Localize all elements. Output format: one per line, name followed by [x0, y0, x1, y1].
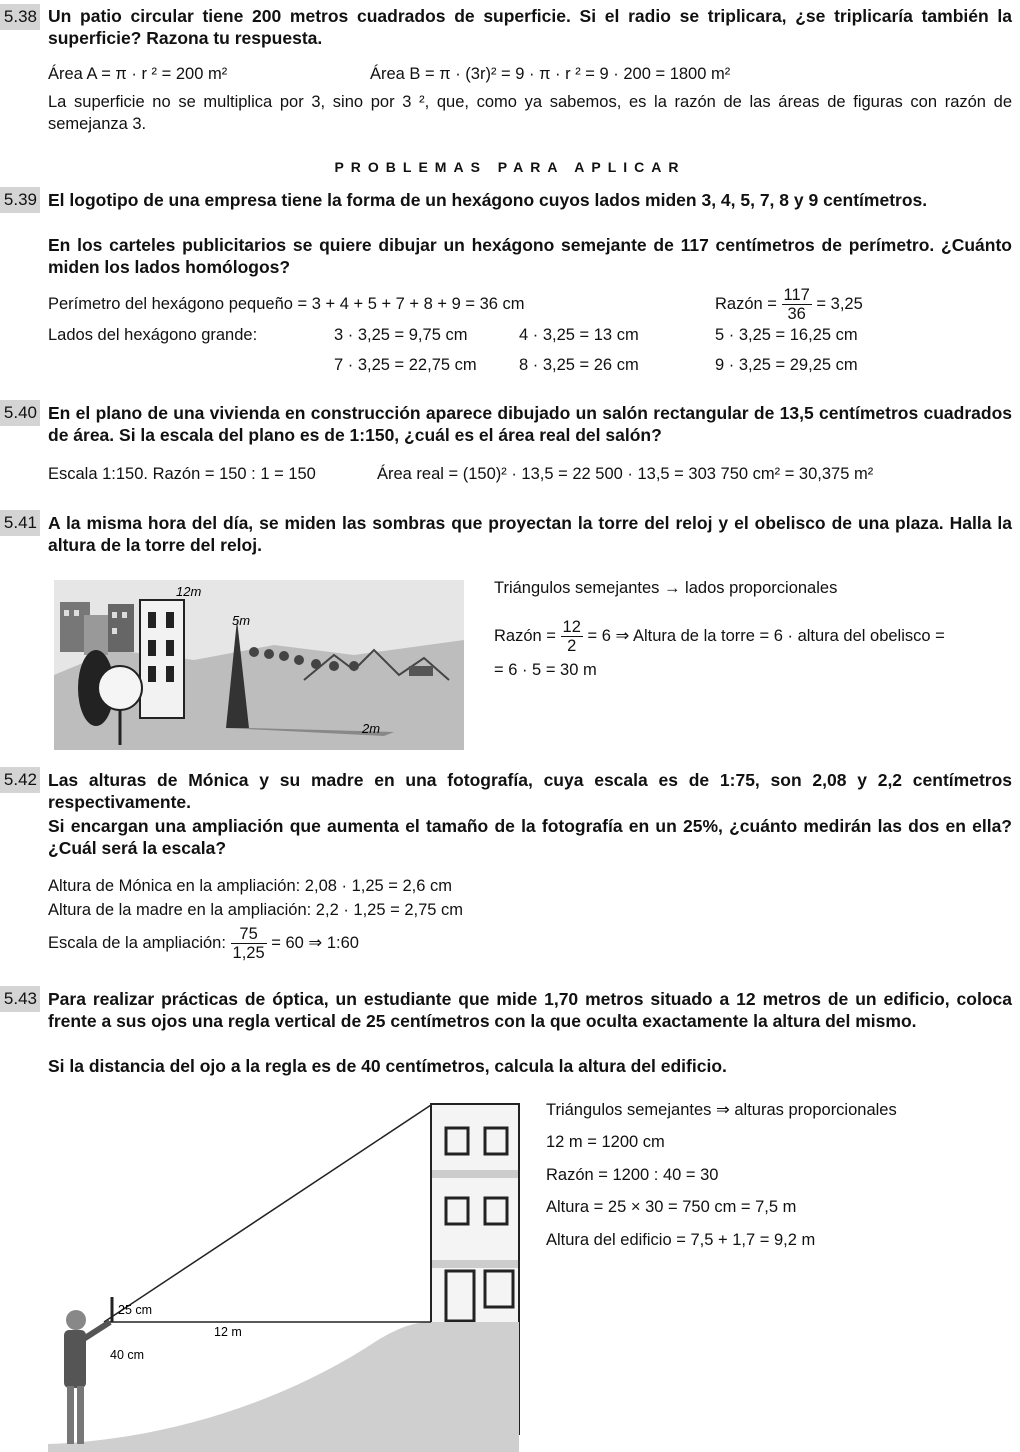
sides-label: Lados del hexágono grande:: [48, 326, 258, 344]
problem-statement-2: Si la distancia del ojo a la regla es de 40 centímetros, calcula la altura del edificio.: [48, 1056, 727, 1076]
solution-line: Altura del edificio = 7,5 + 1,7 = 9,2 m: [546, 1231, 816, 1249]
label-eye-distance: 40 cm: [110, 1348, 145, 1362]
ratio-result: = 3,25: [816, 295, 863, 313]
section-header: PROBLEMAS PARA APLICAR: [334, 159, 686, 175]
problem-statement: El logotipo de una empresa tiene la forma de un hexágono cuyos lados miden 3, 4, 5, 7, 8 y 9 centímetros.: [48, 190, 928, 210]
problem-number: 5.38: [0, 4, 40, 30]
building-illustration: [48, 1100, 528, 1452]
car: [409, 666, 433, 676]
ratio-fraction: [782, 286, 812, 323]
tower-height-calc: = 6 ⇒ Altura de la torre = 6 · altura del obelisco =: [587, 627, 945, 645]
scale-calc: Escala 1:150. Razón = 150 : 1 = 150: [48, 465, 316, 483]
fraction-denominator: 1,25: [232, 944, 265, 963]
side-result: 5 · 3,25 = 16,25 cm: [715, 326, 858, 344]
problem-number: 5.40: [0, 400, 40, 426]
problem-statement: Un patio circular tiene 200 metros cuadrados de superficie. Si el radio se triplicara, ¿se triplicaría también la superficie? Razona tu respuesta.: [48, 6, 1012, 48]
label-tower-shadow: 12m: [176, 584, 202, 599]
problem-statement: En el plano de una vivienda en construcción aparece dibujado un salón rectangular de 13,5 centímetros cuadrados de área. Si la escala del plano es de 1:150, ¿cuál es el área real del salón?: [48, 403, 1012, 445]
problem-statement: Las alturas de Mónica y su madre en una fotografía, cuya escala es de 1:75, son 2,08 y 2,2 centímetros respectivamente.: [48, 770, 1012, 812]
problem-statement: A la misma hora del día, se miden las sombras que proyectan la torre del reloj y el obelisco de una plaza. Halla la altura de la torre del reloj.: [48, 513, 1012, 555]
side-result: 8 · 3,25 = 26 cm: [519, 356, 639, 374]
student: [64, 1310, 110, 1444]
plaza-illustration: [54, 580, 464, 750]
problem-statement-2: Si encargan una ampliación que aumenta el tamaño de la fotografía en un 25%, ¿cuánto medirán las dos en ella? ¿Cuál será la escala?: [48, 816, 1012, 858]
explanation-text: La superficie no se multiplica por 3, sino por 3 ², que, como ya sabemos, es la razón de las áreas de figuras con razón de semejanza 3.: [48, 93, 1012, 133]
sight-line-top: [104, 1105, 431, 1322]
ratio-label: Razón =: [494, 627, 556, 645]
fraction-numerator: 117: [783, 286, 810, 305]
area-b-formula: Área B = π · (3r)² = 9 · π · r ² = 9 · 200 = 1800 m²: [370, 65, 731, 83]
problem-number: 5.43: [0, 986, 40, 1012]
round-tree: [98, 666, 142, 710]
ratio-calc: [715, 284, 863, 324]
side-result: 9 · 3,25 = 29,25 cm: [715, 356, 858, 374]
problem-statement-2: En los carteles publicitarios se quiere dibujar un hexágono semejante de 117 centímetros de perímetro. ¿Cuánto miden los lados homólogos?: [48, 235, 1012, 277]
fraction-denominator: 2: [567, 637, 577, 656]
scale-fraction: [231, 925, 267, 962]
perimeter-calc: Perímetro del hexágono pequeño = 3 + 4 + 5 + 7 + 8 + 9 = 36 cm: [48, 295, 525, 313]
tower-height-result: = 6 · 5 = 30 m: [494, 661, 597, 679]
hill: [48, 1322, 519, 1452]
ratio-fraction: [561, 618, 583, 655]
fraction-denominator: 36: [787, 305, 806, 324]
solution-line: Altura = 25 × 30 = 750 cm = 7,5 m: [546, 1198, 797, 1216]
label-obelisk: 5m: [232, 613, 251, 628]
real-area-calc: Área real = (150)² · 13,5 = 22 500 · 13,5 = 303 750 cm² = 30,375 m²: [377, 465, 874, 483]
monica-height: Altura de Mónica en la ampliación: 2,08 · 1,25 = 2,6 cm: [48, 877, 453, 895]
problem-number: 5.41: [0, 510, 40, 536]
scale-result: = 60 ⇒ 1:60: [271, 934, 359, 952]
problem-statement: Para realizar prácticas de óptica, un estudiante que mide 1,70 metros situado a 12 metros de un edificio, coloca frente a sus ojos una regla vertical de 25 centímetros con la que oculta exactamente la altura del mismo.: [48, 989, 1012, 1031]
scale-label: Escala de la ampliación:: [48, 934, 226, 952]
label-distance: 12 m: [214, 1325, 242, 1339]
solution-line: 12 m = 1200 cm: [546, 1133, 665, 1151]
similar-triangles-note: Triángulos semejantes → lados proporcionales: [494, 579, 838, 597]
problem-number: 5.42: [0, 767, 40, 793]
clock-tower: [140, 600, 184, 718]
fraction-numerator: 75: [231, 925, 267, 944]
label-ruler: 25 cm: [118, 1303, 153, 1317]
label-obelisk-shadow: 2m: [362, 721, 381, 736]
side-result: 4 · 3,25 = 13 cm: [519, 326, 639, 344]
solution-line: Razón = 1200 : 40 = 30: [546, 1166, 719, 1184]
enlargement-scale: [48, 921, 359, 965]
area-a-formula: Área A = π · r ² = 200 m²: [48, 65, 228, 83]
side-result: 3 · 3,25 = 9,75 cm: [334, 326, 468, 344]
ratio-calc: [494, 616, 945, 656]
problem-number: 5.39: [0, 187, 40, 213]
mother-height: Altura de la madre en la ampliación: 2,2 · 1,25 = 2,75 cm: [48, 901, 464, 919]
fraction-numerator: 12: [562, 618, 581, 637]
side-result: 7 · 3,25 = 22,75 cm: [334, 356, 477, 374]
ratio-label: Razón =: [715, 295, 777, 313]
solution-line: Triángulos semejantes ⇒ alturas proporcionales: [546, 1101, 897, 1119]
